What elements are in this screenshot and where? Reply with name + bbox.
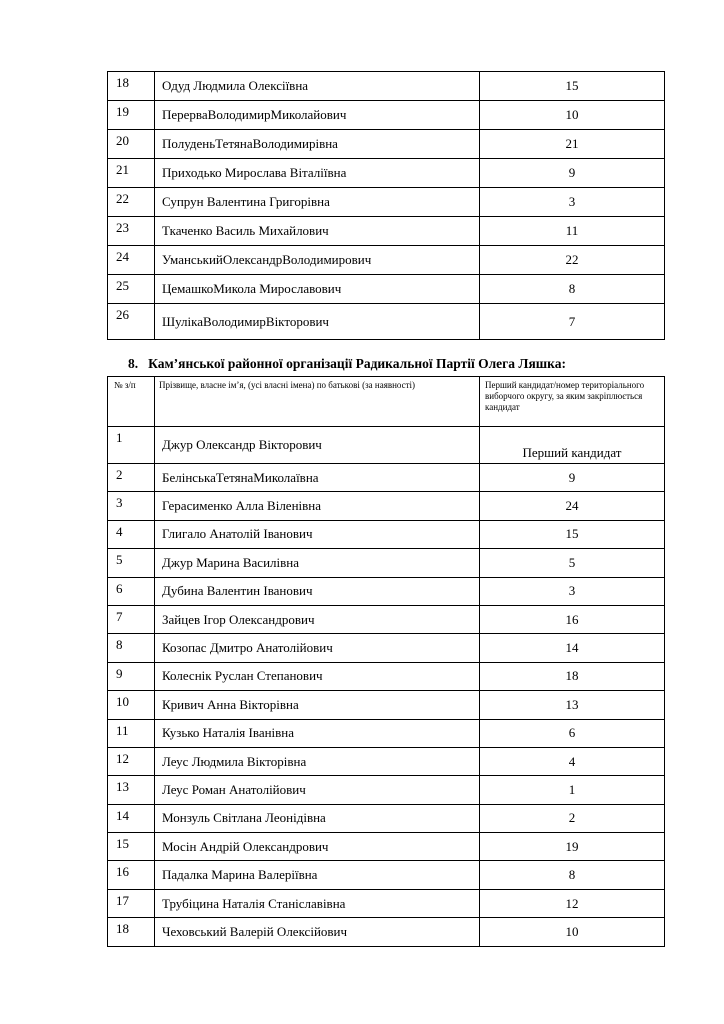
table-row bbox=[108, 492, 665, 520]
row-number: 24 bbox=[108, 246, 155, 275]
row-value: 3 bbox=[480, 577, 665, 605]
row-value: 21 bbox=[480, 130, 665, 159]
table-row bbox=[108, 275, 665, 304]
row-value: 8 bbox=[480, 861, 665, 889]
row-value: 13 bbox=[480, 691, 665, 719]
table-row bbox=[108, 549, 665, 577]
row-name: Джур Олександр Вікторович bbox=[155, 427, 480, 464]
row-value: 6 bbox=[480, 719, 665, 747]
header-number: № з/п bbox=[108, 377, 155, 427]
row-number: 2 bbox=[108, 464, 155, 492]
row-name: Падалка Марина Валеріївна bbox=[155, 861, 480, 889]
row-number: 1 bbox=[108, 427, 155, 464]
row-value: 15 bbox=[480, 72, 665, 101]
row-number: 8 bbox=[108, 634, 155, 662]
row-value: 12 bbox=[480, 889, 665, 917]
row-value: 19 bbox=[480, 833, 665, 861]
row-name: Ткаченко Василь Михайлович bbox=[155, 217, 480, 246]
row-number: 7 bbox=[108, 605, 155, 633]
row-number: 5 bbox=[108, 549, 155, 577]
row-name: Леус Роман Анатолійович bbox=[155, 776, 480, 804]
row-value: 8 bbox=[480, 275, 665, 304]
row-name: Чеховський Валерій Олексійович bbox=[155, 918, 480, 946]
table-header-row bbox=[108, 377, 665, 427]
table-row bbox=[108, 662, 665, 690]
row-number: 3 bbox=[108, 492, 155, 520]
table-row bbox=[108, 804, 665, 832]
row-value: 9 bbox=[480, 159, 665, 188]
row-number: 12 bbox=[108, 747, 155, 775]
row-number: 16 bbox=[108, 861, 155, 889]
row-number: 14 bbox=[108, 804, 155, 832]
row-value: 15 bbox=[480, 520, 665, 548]
row-name: Супрун Валентина Григорівна bbox=[155, 188, 480, 217]
row-name: Зайцев Ігор Олександрович bbox=[155, 605, 480, 633]
table-row bbox=[108, 72, 665, 101]
header-value: Перший кандидат/номер територіального виборчого округу, за яким закріплюється кандидат bbox=[480, 377, 665, 427]
row-value: 22 bbox=[480, 246, 665, 275]
table-row bbox=[108, 776, 665, 804]
section-title: Кам’янської районної організації Радикальної Партії Олега Ляшка: bbox=[148, 356, 566, 371]
section-number: 8. bbox=[128, 356, 139, 371]
table-row bbox=[108, 918, 665, 946]
row-name: УманськийОлександрВолодимирович bbox=[155, 246, 480, 275]
table-row bbox=[108, 130, 665, 159]
row-name: Джур Марина Василівна bbox=[155, 549, 480, 577]
row-name: Монзуль Світлана Леонідівна bbox=[155, 804, 480, 832]
row-number: 20 bbox=[108, 130, 155, 159]
row-name: Приходько Мирослава Віталіївна bbox=[155, 159, 480, 188]
row-name: Трубіцина Наталія Станіславівна bbox=[155, 889, 480, 917]
row-name: Козопас Дмитро Анатолійович bbox=[155, 634, 480, 662]
row-name: ПерерваВолодимирМиколайович bbox=[155, 101, 480, 130]
table-row bbox=[108, 304, 665, 340]
candidate-table-top bbox=[107, 71, 665, 340]
row-number: 11 bbox=[108, 719, 155, 747]
row-number: 9 bbox=[108, 662, 155, 690]
row-value: 18 bbox=[480, 662, 665, 690]
row-name: БелінськаТетянаМиколаївна bbox=[155, 464, 480, 492]
table-row bbox=[108, 188, 665, 217]
table-row bbox=[108, 217, 665, 246]
row-name: ПолуденьТетянаВолодимирівна bbox=[155, 130, 480, 159]
section-heading bbox=[128, 356, 566, 372]
row-value: 7 bbox=[480, 304, 665, 340]
row-number: 6 bbox=[108, 577, 155, 605]
row-number: 23 bbox=[108, 217, 155, 246]
row-value: 3 bbox=[480, 188, 665, 217]
row-value: 1 bbox=[480, 776, 665, 804]
row-number: 15 bbox=[108, 833, 155, 861]
table-row bbox=[108, 889, 665, 917]
row-number: 26 bbox=[108, 304, 155, 340]
row-number: 4 bbox=[108, 520, 155, 548]
table-row bbox=[108, 520, 665, 548]
row-number: 21 bbox=[108, 159, 155, 188]
row-value: 10 bbox=[480, 918, 665, 946]
row-number: 18 bbox=[108, 918, 155, 946]
table-row bbox=[108, 159, 665, 188]
row-value: 5 bbox=[480, 549, 665, 577]
row-name: Кузько Наталія Іванівна bbox=[155, 719, 480, 747]
table-row bbox=[108, 691, 665, 719]
row-value: 9 bbox=[480, 464, 665, 492]
row-name: Дубина Валентин Іванович bbox=[155, 577, 480, 605]
candidate-table-bottom bbox=[107, 376, 665, 947]
row-value: 4 bbox=[480, 747, 665, 775]
row-name: Одуд Людмила Олексіївна bbox=[155, 72, 480, 101]
row-name: Колеснік Руслан Степанович bbox=[155, 662, 480, 690]
row-number: 10 bbox=[108, 691, 155, 719]
table-row bbox=[108, 427, 665, 464]
table-row bbox=[108, 833, 665, 861]
row-value: 14 bbox=[480, 634, 665, 662]
table-row bbox=[108, 634, 665, 662]
row-number: 19 bbox=[108, 101, 155, 130]
row-value: 11 bbox=[480, 217, 665, 246]
row-number: 17 bbox=[108, 889, 155, 917]
row-number: 18 bbox=[108, 72, 155, 101]
row-number: 25 bbox=[108, 275, 155, 304]
row-name: Кривич Анна Вікторівна bbox=[155, 691, 480, 719]
table-row bbox=[108, 246, 665, 275]
row-name: Мосін Андрій Олександрович bbox=[155, 833, 480, 861]
table-row bbox=[108, 577, 665, 605]
table-row bbox=[108, 747, 665, 775]
row-name: ШулікаВолодимирВікторович bbox=[155, 304, 480, 340]
row-name: Глигало Анатолій Іванович bbox=[155, 520, 480, 548]
row-value: Перший кандидат bbox=[480, 427, 665, 464]
row-name: Леус Людмила Вікторівна bbox=[155, 747, 480, 775]
row-name: Герасименко Алла Віленівна bbox=[155, 492, 480, 520]
table-row bbox=[108, 719, 665, 747]
table-row bbox=[108, 101, 665, 130]
row-value: 16 bbox=[480, 605, 665, 633]
table-row bbox=[108, 861, 665, 889]
row-value: 10 bbox=[480, 101, 665, 130]
row-number: 22 bbox=[108, 188, 155, 217]
row-value: 2 bbox=[480, 804, 665, 832]
table-row bbox=[108, 605, 665, 633]
header-name: Прізвище, власне ім’я, (усі власні імена) по батькові (за наявності) bbox=[155, 377, 480, 427]
table-row bbox=[108, 464, 665, 492]
row-name: ЦемашкоМикола Мирославович bbox=[155, 275, 480, 304]
row-value: 24 bbox=[480, 492, 665, 520]
row-number: 13 bbox=[108, 776, 155, 804]
